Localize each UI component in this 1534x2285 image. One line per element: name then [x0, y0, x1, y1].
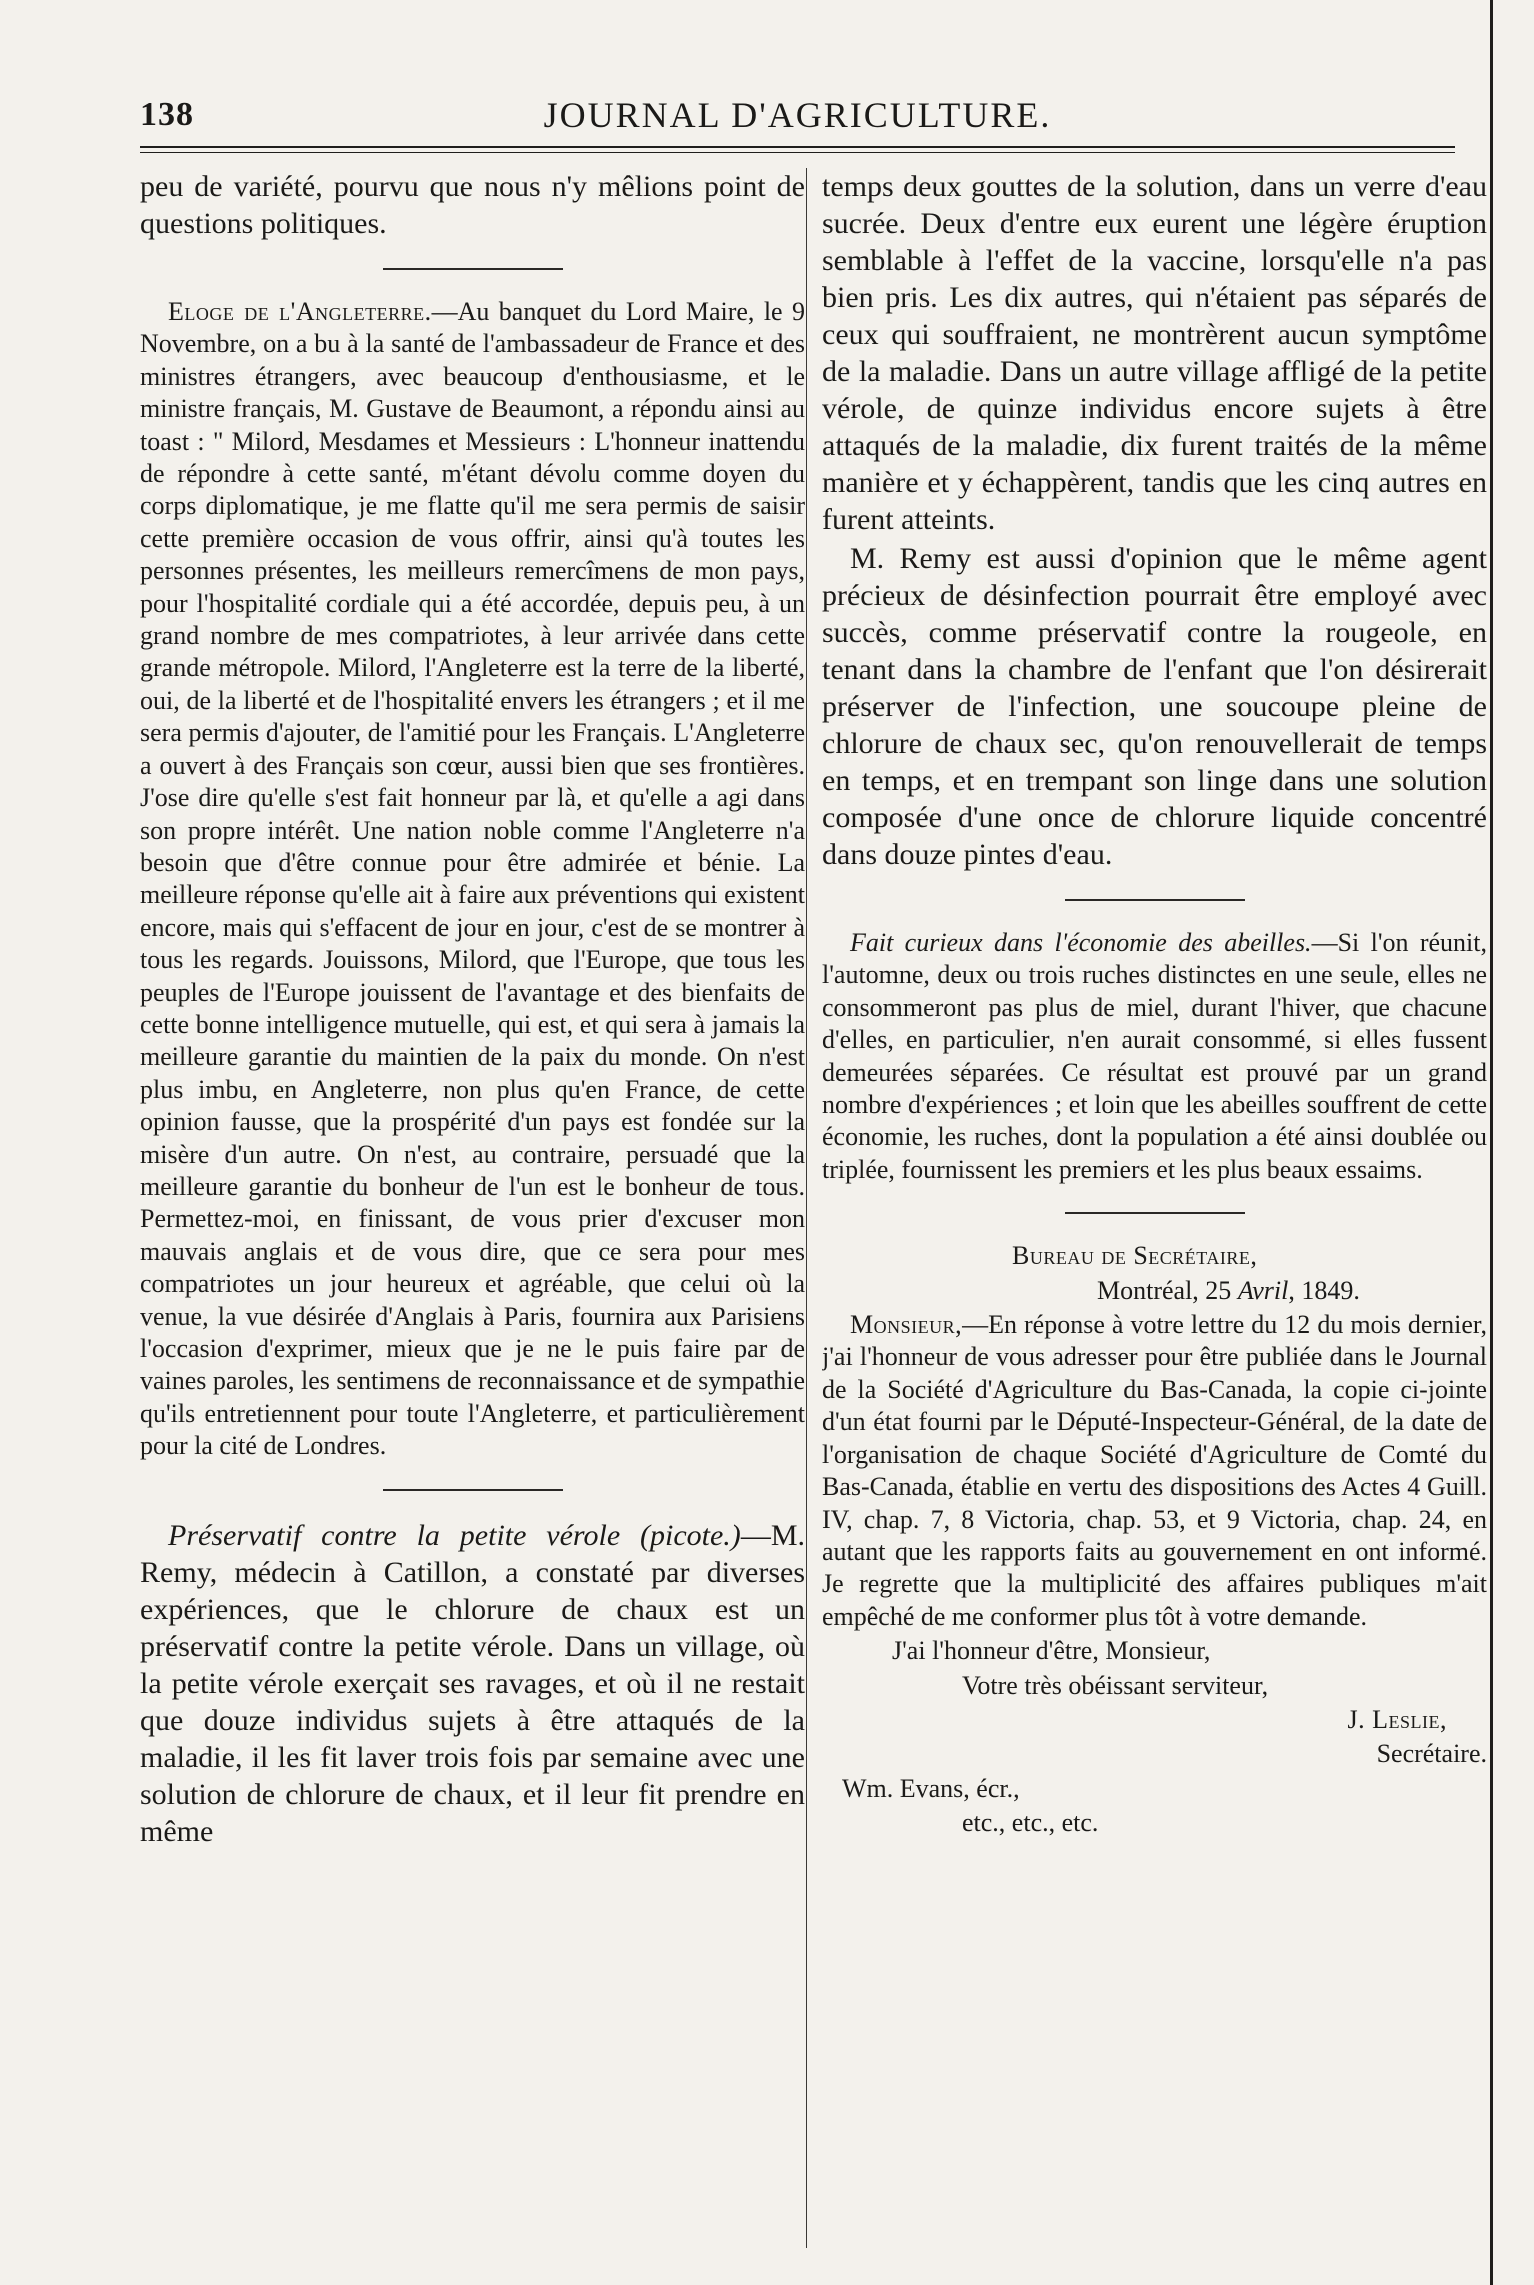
- letter-bureau: Bureau de Secrétaire,: [1012, 1241, 1258, 1271]
- section-separator: [383, 268, 563, 270]
- eloge-title: Eloge de l'Angleterre.: [168, 297, 432, 326]
- preservatif-body: —M. Remy, médecin à Catillon, a constaté par diverses expériences, que le chlorure de chaux est un préservatif contre la petite vérole. Dans un village, où la petite vérole exerçait ses ravages, et où il ne restait que douze individus sujets à être attaqués de la maladie, il les fit laver trois fois par semaine avec une solution de chlorure de chaux, et il leur fit prendre en même: [140, 1518, 805, 1848]
- letter-signer: J. Leslie,: [1347, 1704, 1447, 1734]
- page-edge-rule: [1490, 0, 1493, 2285]
- dateline-year: , 1849.: [1288, 1275, 1360, 1305]
- letter-body-paragraph: [822, 1309, 1487, 1633]
- letter-salutation: Monsieur,: [850, 1310, 963, 1340]
- continued-paragraph: peu de variété, pourvu que nous n'y mêlions point de questions politiques.: [140, 170, 805, 240]
- section-separator: [383, 1489, 563, 1491]
- left-column: [140, 168, 805, 2258]
- abeilles-body: —Si l'on réunit, l'automne, deux ou trois ruches distinctes en une seule, elles ne consommeront pas plus de miel, durant l'hiver, que chacune d'elles, en particulier, n'en aurait consommé, si elles fussent demeurées séparées. Ce résultat est prouvé par un grand nombre d'expériences ; et loin que les abeilles souffrent de cette économie, les ruches, dont la population a été ainsi doublée ou triplée, fournissent les premiers et les plus beaux essaims.: [822, 928, 1487, 1184]
- letter-signer-title: Secrétaire.: [1376, 1739, 1487, 1769]
- running-title: JOURNAL D'AGRICULTURE.: [543, 95, 1052, 135]
- letter-closing-1: J'ai l'honneur d'être, Monsieur,: [892, 1636, 1211, 1666]
- letter-dateline: [822, 1275, 1487, 1307]
- column-divider: [806, 168, 807, 2248]
- section-separator: [1065, 899, 1245, 901]
- abeilles-article: [822, 927, 1487, 1186]
- header-rule: [140, 146, 1455, 153]
- letter-addressee: Wm. Evans, écr.,: [842, 1773, 1020, 1803]
- page-header: [140, 92, 1455, 142]
- letter-etc: etc., etc., etc.: [962, 1808, 1099, 1838]
- remy-paragraph: M. Remy est aussi d'opinion que le même agent précieux de désinfection pourrait être employé avec succès, comme préservatif contre la rougeole, en tenant dans la chambre de l'enfant que l'on désirerait préserver de l'infection, une soucoupe pleine de chlorure de chaux sec, qu'on renouvellerait de temps en temps, et en trempant son linge dans une solution composée d'une once de chlorure liquide concentré dans douze pintes d'eau.: [822, 542, 1487, 871]
- preservatif-article: [140, 1517, 805, 1850]
- eloge-article: [140, 296, 805, 1463]
- eloge-body: —Au banquet du Lord Maire, le 9 Novembre, on a bu à la santé de l'ambassadeur de France et des ministres étrangers, avec beaucoup d'enthousiasme, et le ministre français, M. Gustave de Beaumont, a répondu ainsi au toast : " Milord, Mesdames et Messieurs : L'honneur inattendu de répondre à cette santé, m'étant dévolu comme doyen du corps diplomatique, je me flatte qu'il me sera permis de saisir cette première occasion de vous offrir, ainsi qu'à toutes les personnes présentes, les meilleurs remercîmens de mon pays, pour l'hospitalité cordiale qui a été accordée, depuis peu, à un grand nombre de mes compatriotes, à leur arrivée dans cette grande métropole. Milord, l'Angleterre est la terre de la liberté, oui, de la liberté et de l'hospitalité envers les étrangers ; et il me sera permis d'ajouter, de l'amitié pour les Français. L'Angleterre a ouvert à des Français son cœur, aussi bien que ses frontières. J'ose dire qu'elle s'est fait honneur par là, et qu'elle a agi dans son propre intérêt. Une nation noble comme l'Angleterre n'a besoin que d'être connue pour être admirée et bénie. La meilleure réponse qu'elle ait à faire aux préventions qui existent encore, mais qui s'effacent de jour en jour, c'est de se montrer à tous les regards. Jouissons, Milord, que l'Europe, que tous les peuples de l'Europe jouissent de l'avantage et des bienfaits de cette bonne intelligence mutuelle, qui est, et qui sera à jamais la meilleure garantie du maintien de la paix du monde. On n'est plus imbu, en Angleterre, non plus qu'en France, de cette opinion fausse, que la prospérité d'un pays est fondée sur la misère d'un autre. On n'est, au contraire, persuadé que la meilleure garantie du bonheur de l'un est le bonheur de tous. Permettez-moi, en finissant, de vous prier d'excuser mon mauvais anglais et de vous dire, que ce sera pour mes compatriotes un jour heureux et agréable, que celui où la venue, la vue désirée d'Anglais à Paris, fournira aux Parisiens l'occasion d'exprimer, mieux que je ne le puis faire par de vaines paroles, les sentimens de reconnaissance et de sympathie qu'ils entretiennent pour toute l'Angleterre, et particulièrement pour la cité de Londres.: [140, 297, 805, 1461]
- preservatif-continued: temps deux gouttes de la solution, dans un verre d'eau sucrée. Deux d'entre eux eurent une légère éruption semblable à l'effet de la vaccine, lorsqu'elle n'a pas bien pris. Les dix autres, qui n'étaient pas séparés de ceux qui souffraient, ne montrèrent aucun symptôme de la maladie. Dans un autre village affligé de la petite vérole, de quinze individus encore sujets à être attaqués de la maladie, dix furent traités de la même manière et y échappèrent, tandis que les cinq autres en furent atteints.: [822, 170, 1487, 536]
- right-column: [822, 168, 1487, 2258]
- dateline-place: Montréal, 25: [1097, 1275, 1238, 1305]
- letter: [822, 1240, 1487, 1839]
- preservatif-title: Préservatif contre la petite vérole (picote.): [168, 1518, 741, 1552]
- dateline-month: Avril: [1237, 1275, 1289, 1305]
- letter-closing-2: Votre très obéissant serviteur,: [962, 1670, 1269, 1700]
- abeilles-title: Fait curieux dans l'économie des abeilles.: [850, 928, 1312, 957]
- page-number: 138: [140, 96, 194, 133]
- letter-body: —En réponse à votre lettre du 12 du mois dernier, j'ai l'honneur de vous adresser pour être publiée dans le Journal de la Société d'Agriculture du Bas-Canada, la copie ci-jointe d'un état fourni par le Député-Inspecteur-Général, de la date de l'organisation de chaque Société d'Agriculture de Comté du Bas-Canada, établie en vertu des dispositions des Actes 4 Guill. IV, chap. 7, 8 Victoria, chap. 53, et 9 Victoria, chap. 24, en autant que les rapports faits au gouvernement en ont informé. Je regrette que la multiplicité des affaires publiques m'ait empêché de me conformer plus tôt à votre demande.: [822, 1310, 1487, 1631]
- section-separator: [1065, 1212, 1245, 1214]
